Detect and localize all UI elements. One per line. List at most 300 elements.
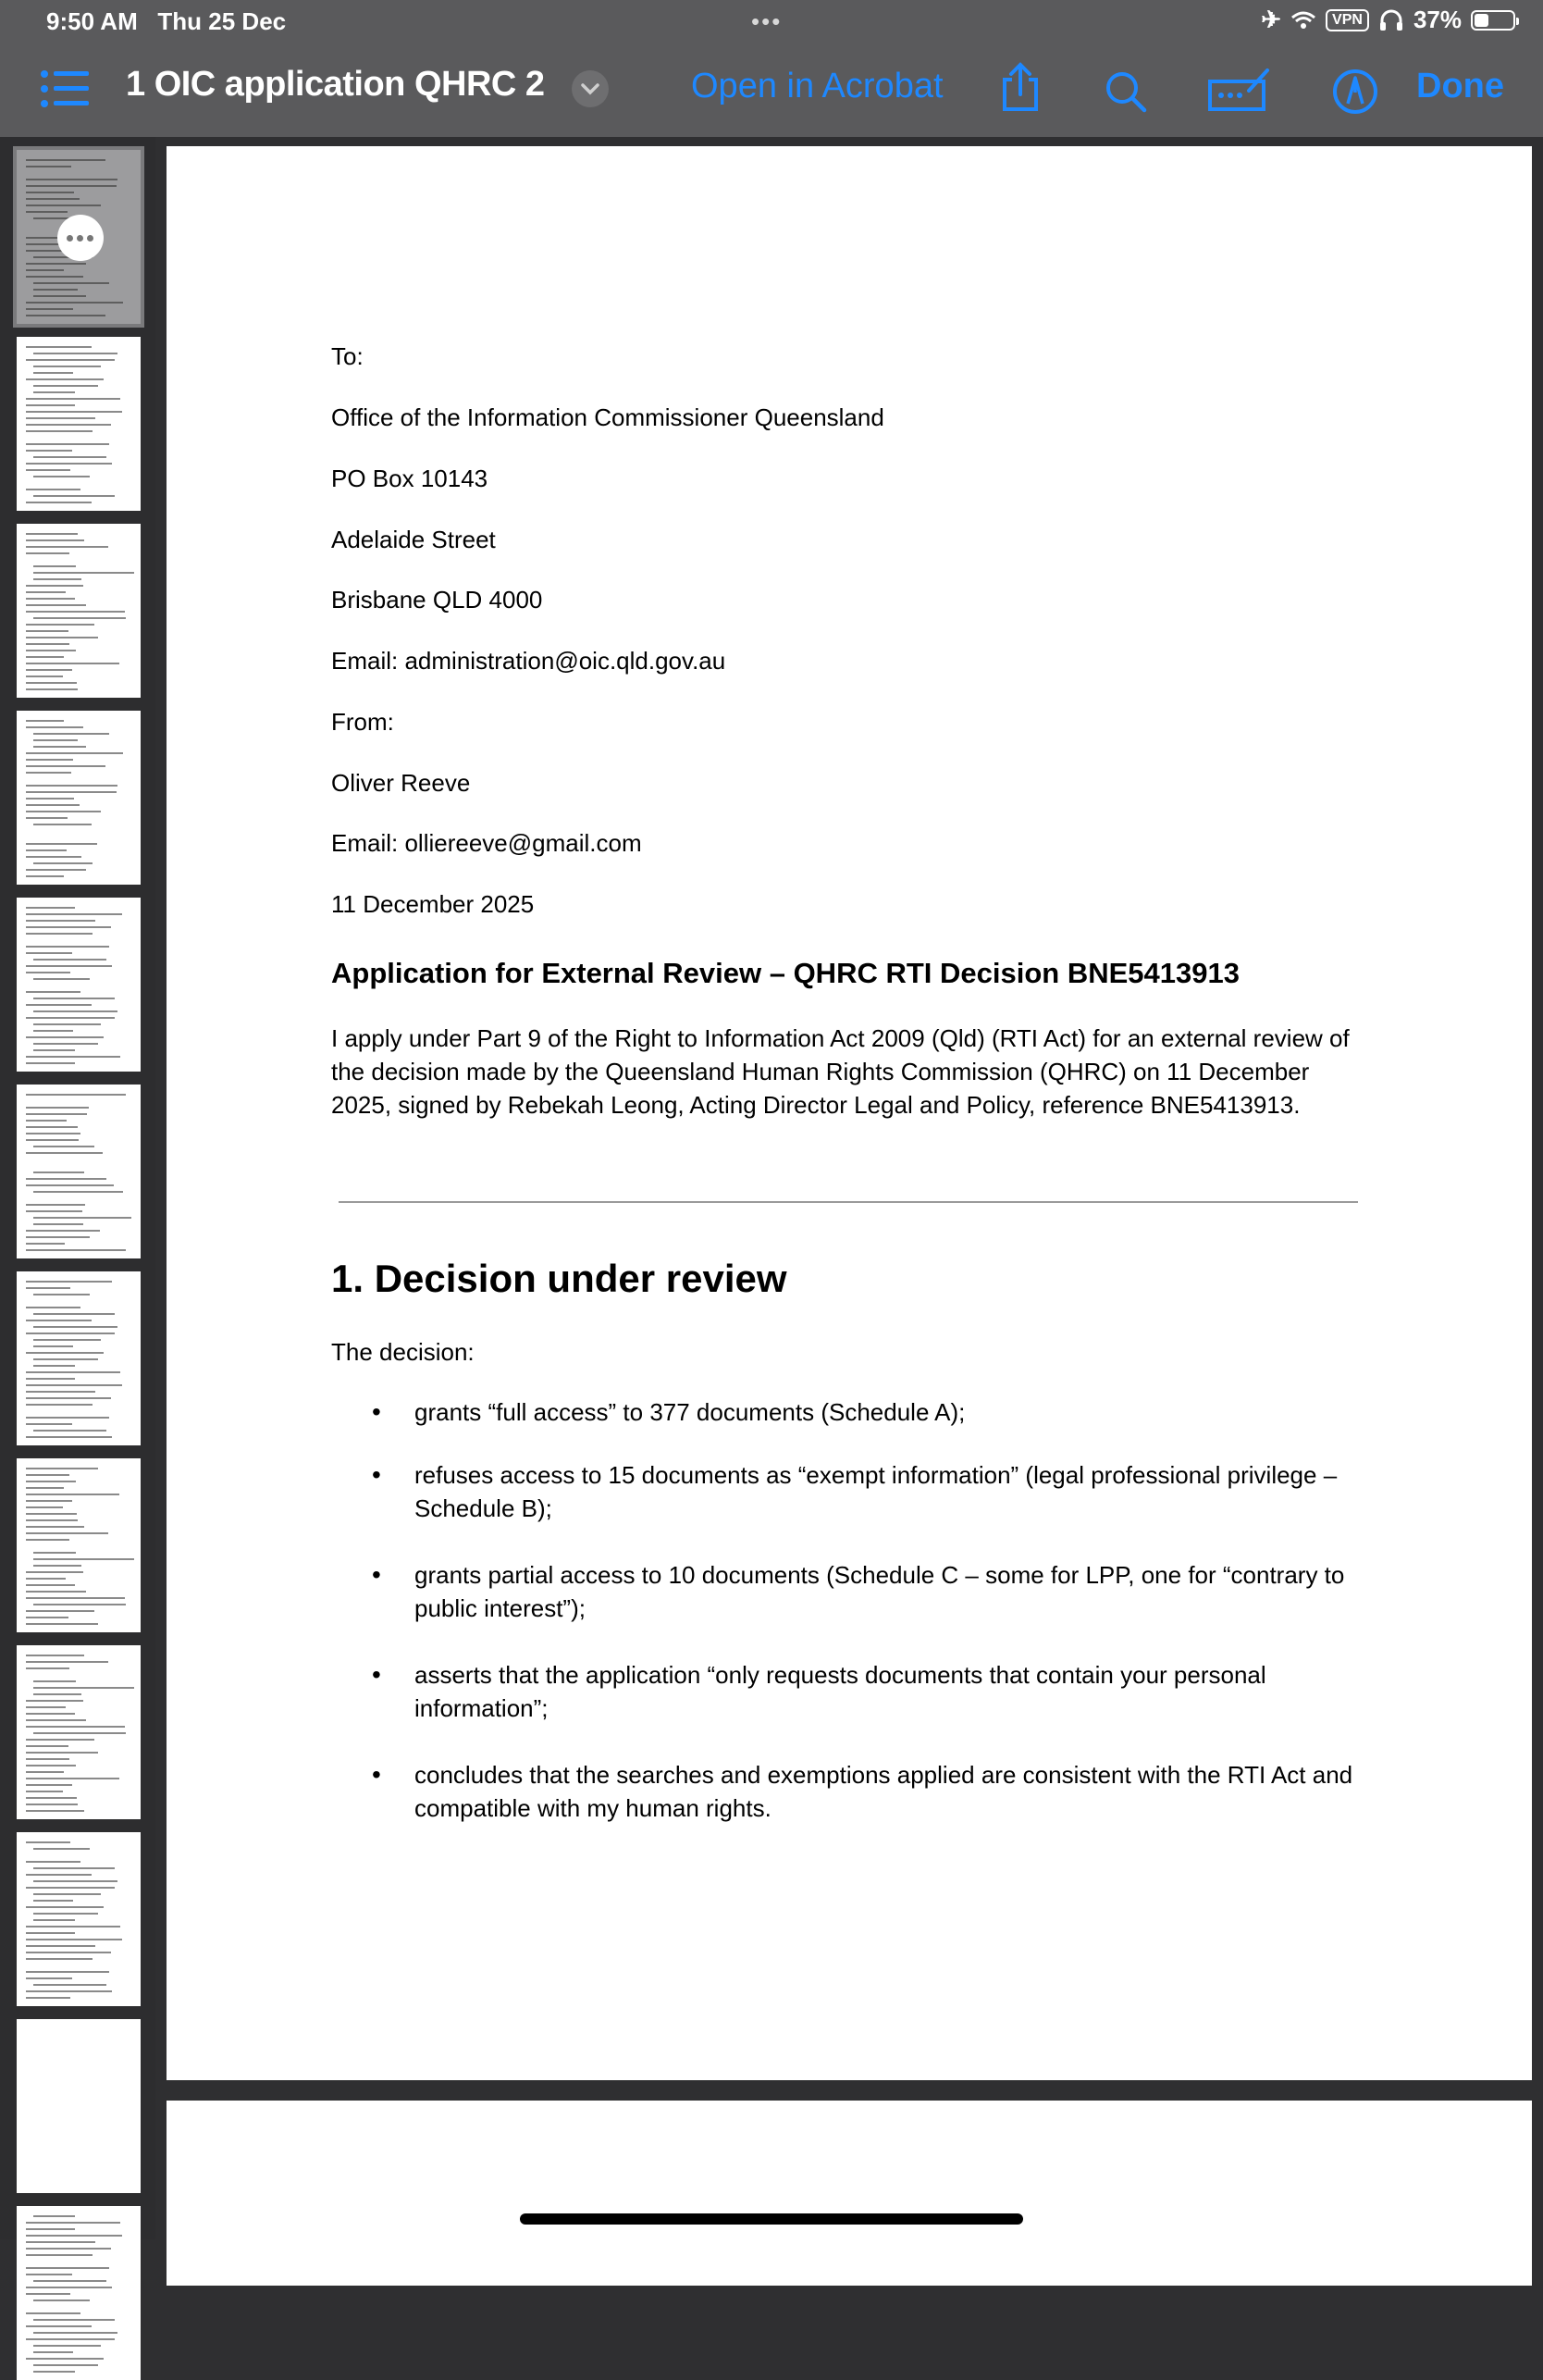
thumbnail-text-line: [33, 1365, 75, 1367]
thumbnail-text-line: [26, 1532, 108, 1534]
thumbnail-text-line: [26, 1391, 95, 1393]
page-thumbnail[interactable]: [17, 2206, 141, 2380]
done-button[interactable]: Done: [1416, 67, 1504, 105]
horizontal-rule: [339, 1201, 1358, 1203]
thumbnail-text-line: [26, 611, 125, 613]
thumbnail-text-line: [33, 1223, 83, 1225]
thumbnail-text-line: [33, 289, 78, 291]
dot: [77, 235, 83, 242]
page-thumbnail[interactable]: [17, 2019, 141, 2193]
thumbnail-text-line: [26, 1468, 98, 1469]
thumbnail-text-line: [26, 308, 73, 310]
thumbnail-text-line: [26, 913, 122, 915]
thumbnail-text-line: [33, 1732, 126, 1734]
thumbnail-text-line: [26, 604, 86, 606]
thumbnail-text-line: [33, 617, 126, 619]
thumbnail-text-line: [26, 539, 84, 541]
thumbnail-text-line: [33, 1919, 75, 1921]
thumbnail-text-line: [26, 1706, 66, 1708]
thumbnail-text-line: [33, 1217, 131, 1219]
thumbnail-text-line: [26, 1126, 78, 1128]
thumbnail-text-line: [26, 1771, 64, 1773]
thumbnail-text-line: [33, 1552, 76, 1554]
thumbnail-text-line: [33, 2351, 73, 2353]
thumbnail-text-line: [26, 752, 123, 754]
thumbnail-text-line: [26, 1287, 70, 1289]
thumbnail-text-line: [26, 637, 98, 638]
thumbnail-text-line: [33, 1030, 73, 1032]
thumbnail-text-line: [26, 1739, 94, 1741]
thumbnail-text-line: [26, 688, 78, 690]
thumbnail-text-line: [26, 1945, 95, 1947]
thumbnail-text-line: [26, 192, 74, 193]
thumbnail-text-line: [33, 1345, 73, 1347]
thumbnail-text-line: [26, 991, 80, 993]
intro-paragraph: I apply under Part 9 of the Right to Information Act 2009 (Qld) (RTI Act) for an external review of the decision made by the Queensland Human Rights Commission (QHRC) on 11 December 2025, signed by Rebekah Leong, Acting Director Legal and Policy, reference BNE5413913.: [331, 1024, 1350, 1119]
thumbnail-text-line: [26, 630, 68, 632]
thumbnail-text-line: [33, 1339, 101, 1341]
page-thumbnail[interactable]: [17, 1645, 141, 1819]
thumbnail-text-line: [26, 1506, 63, 1508]
thumbnail-text-line: [26, 1423, 72, 1425]
thumbnail-text-line: [33, 1913, 98, 1915]
thumbnail-text-line: [33, 372, 73, 374]
thumbnail-text-line: [26, 1113, 87, 1115]
thumbnail-text-line: [26, 1719, 86, 1721]
page-thumbnail[interactable]: [17, 524, 141, 698]
thumbnail-text-line: [33, 1294, 90, 1295]
thumbnail-text-line: [26, 1623, 98, 1625]
thumbnail-text-line: [26, 1952, 111, 1953]
thumbnail-text-line: [26, 1243, 65, 1245]
thumbnail-text-line: [26, 1120, 67, 1122]
page-thumbnail[interactable]: [17, 1271, 141, 1445]
thumbnail-text-line: [26, 965, 112, 967]
headphones-battery-icon: [1378, 9, 1404, 31]
thumbnail-text-line: [26, 1204, 85, 1206]
thumbnail-text-line: [33, 746, 86, 748]
thumbnail-text-line: [26, 1539, 69, 1541]
thumbnail-text-line: [26, 2228, 75, 2230]
thumbnail-text-line: [26, 1765, 76, 1766]
page-thumbnail[interactable]: [17, 1458, 141, 1632]
thumbnail-text-line: [33, 2371, 75, 2373]
thumbnail-text-line: [26, 2293, 70, 2295]
thumbnail-text-line: [26, 450, 72, 452]
thumbnail-text-line: [26, 1320, 92, 1321]
thumbnail-text-line: [26, 1094, 126, 1096]
thumbnail-text-line: [26, 1107, 89, 1109]
status-icons: [1261, 6, 1515, 34]
thumbnail-text-line: [33, 1313, 115, 1315]
list-item: • grants partial access to 10 documents (Schedule C – some for LPP, one for “contrary to public interest”);: [331, 1558, 1367, 1625]
thumbnail-text-line: [26, 2274, 72, 2275]
thumbnail-text-line: [26, 933, 93, 935]
to-label: To:: [331, 342, 364, 370]
thumbnail-text-line: [26, 411, 122, 413]
thumbnail-text-line: [26, 669, 72, 671]
thumbnail-text-line: [26, 179, 117, 180]
document-title[interactable]: 1 OIC application QHRC 2: [126, 65, 545, 104]
thumbnail-text-line: [26, 1971, 109, 1973]
thumbnail-text-line: [26, 843, 97, 845]
thumbnail-text-line: [26, 907, 75, 909]
thumbnail-text-line: [33, 1693, 81, 1695]
thumbnail-text-line: [26, 1578, 66, 1580]
thumbnail-list-icon[interactable]: [41, 68, 89, 109]
thumbnail-text-line: [26, 1939, 122, 1940]
thumbnail-text-line: [26, 1519, 78, 1521]
thumbnail-text-line: [26, 1977, 72, 1979]
thumbnail-text-line: [26, 1487, 64, 1489]
page-thumbnail[interactable]: [17, 150, 141, 324]
thumbnail-text-line: [26, 359, 115, 361]
thumbnail-text-line: [26, 346, 92, 348]
thumbnail-text-line: [33, 295, 86, 297]
thumbnail-text-line: [26, 1133, 80, 1134]
thumbnail-text-line: [33, 2319, 115, 2321]
thumbnail-text-line: [26, 211, 68, 213]
thumbnail-text-line: [26, 1004, 92, 1006]
search-icon[interactable]: [1105, 70, 1147, 113]
vpn-badge: VPN: [1326, 9, 1369, 31]
thumbnail-text-line: [26, 463, 112, 465]
thumbnail-text-line: [26, 443, 109, 445]
thumbnail-text-line: [33, 1565, 81, 1567]
thumbnail-text-line: [33, 578, 81, 580]
thumbnail-text-line: [26, 546, 108, 548]
thumbnail-text-line: [26, 1500, 72, 1502]
thumbnail-text-line: [26, 2287, 112, 2288]
thumbnail-text-line: [26, 759, 73, 761]
thumbnail-text-line: [26, 1661, 108, 1663]
thumbnail-text-line: [26, 1404, 93, 1406]
thumbnail-text-line: [26, 159, 105, 161]
thumbnail-text-line: [33, 998, 115, 999]
thumbnail-text-line: [26, 502, 92, 503]
thumbnail-text-line: [33, 1984, 106, 1986]
thumbnail-text-line: [26, 1667, 69, 1669]
thumbnail-text-line: [33, 476, 90, 477]
thumbnail-text-line: [26, 624, 94, 626]
home-indicator[interactable]: [520, 2213, 1023, 2225]
list-item: • asserts that the application “only requests documents that contain your personal information”;: [331, 1658, 1367, 1725]
thumbnail-text-line: [33, 1848, 90, 1850]
thumbnail-text-line: [33, 495, 115, 497]
thumbnail-text-line: [26, 1378, 75, 1380]
thumbnail-text-line: [26, 489, 80, 490]
thumbnail-text-line: [26, 920, 95, 922]
status-time: 9:50 AM Thu 25 Dec: [46, 7, 287, 35]
thumbnail-text-line: [26, 1526, 84, 1528]
thumbnail-text-line: [26, 1797, 77, 1799]
list-item: • grants “full access” to 377 documents (Schedule A);: [331, 1395, 1367, 1429]
thumbnail-text-line: [26, 946, 109, 948]
application-title: Application for External Review – QHRC RTI Decision BNE5413913: [331, 957, 1240, 989]
list-item: • concludes that the searches and exemptions applied are consistent with the RTI Act and compatible with my human rights.: [331, 1758, 1367, 1825]
page-thumbnail-sidebar: [0, 137, 155, 2239]
thumbnail-text-line: [26, 785, 117, 787]
sender-email: Email: olliereeve@gmail.com: [331, 829, 642, 857]
thumbnail-text-line: [26, 2241, 95, 2243]
page-thumbnail[interactable]: [17, 1832, 141, 2006]
thumbnail-text-line: [26, 1236, 90, 1238]
thumbnail-text-line: [33, 959, 106, 961]
thumbnail-text-line: [33, 1010, 117, 1012]
thumbnail-text-line: [26, 2254, 93, 2256]
thumbnail-text-line: [26, 1591, 86, 1593]
thumbnail-text-line: [26, 1810, 84, 1812]
page-thumbnail[interactable]: [17, 898, 141, 1072]
markup-pen-icon[interactable]: [1332, 68, 1378, 115]
thumbnail-text-line: [26, 849, 67, 851]
section-heading: 1. Decision under review: [331, 1257, 787, 1300]
thumbnail-text-line: [26, 1056, 120, 1058]
thumbnail-text-line: [26, 1436, 112, 1438]
thumbnail-text-line: [26, 205, 101, 206]
thumbnail-text-line: [26, 1990, 112, 1992]
thumbnail-text-line: [26, 424, 111, 426]
thumbnail-text-line: [26, 1584, 75, 1586]
thumbnail-text-line: [33, 353, 117, 354]
thumbnail-text-line: [26, 1752, 98, 1754]
thumbnail-text-line: [26, 811, 101, 812]
thumbnail-text-line: [26, 656, 64, 658]
thumbnail-text-line: [33, 282, 109, 284]
thumbnail-text-line: [26, 1036, 104, 1038]
thumbnail-text-line: [26, 1230, 100, 1232]
thumbnail-text-line: [26, 1139, 79, 1141]
thumbnail-text-line: [26, 1397, 111, 1399]
thumbnail-text-line: [26, 1861, 80, 1863]
multitasking-dots-icon[interactable]: •••: [751, 7, 783, 35]
battery-percent: 37%: [1413, 6, 1462, 33]
thumbnail-text-line: [26, 417, 95, 419]
thumbnail-text-line: [26, 1804, 78, 1805]
thumbnail-text-line: [26, 276, 83, 278]
thumbnail-text-line: [26, 1371, 120, 1373]
thumbnail-text-line: [26, 643, 69, 645]
thumbnail-text-line: [33, 1604, 126, 1605]
thumbnail-text-line: [33, 1430, 106, 1432]
status-date: Thu 25 Dec: [157, 7, 287, 35]
thumbnail-text-line: [26, 726, 83, 728]
thumbnail-text-line: [33, 2345, 101, 2347]
thumbnail-text-line: [26, 2222, 120, 2224]
thumbnail-text-line: [33, 1043, 98, 1045]
dot: [67, 235, 73, 242]
thumbnail-text-line: [26, 663, 119, 664]
thumbnail-text-line: [26, 1700, 83, 1702]
thumbnail-text-line: [26, 1474, 69, 1476]
thumbnail-text-line: [26, 1610, 94, 1612]
list-item: • refuses access to 15 documents as “exempt information” (legal professional privilege – Schedule B);: [331, 1458, 1367, 1525]
thumbnail-text-line: [26, 533, 78, 535]
recipient-street: Adelaide Street: [331, 526, 496, 553]
fill-and-sign-icon[interactable]: [1208, 67, 1271, 113]
thumbnail-text-line: [26, 598, 75, 600]
thumbnail-text-line: [26, 198, 80, 200]
thumbnail-text-line: [26, 676, 63, 677]
thumbnail-text-line: [33, 572, 134, 574]
thumbnail-text-line: [26, 1726, 125, 1728]
thumbnail-text-line: [26, 1249, 126, 1251]
thumbnail-text-line: [26, 1791, 63, 1792]
thumbnail-text-line: [26, 263, 86, 265]
thumbnail-text-line: [26, 1017, 115, 1019]
thumbnail-text-line: [26, 772, 71, 774]
thumbnail-text-line: [26, 166, 71, 167]
thumbnail-text-line: [26, 791, 117, 793]
thumbnail-text-line: [33, 1326, 117, 1328]
thumbnail-text-line: [26, 875, 64, 877]
thumbnail-text-line: [26, 2338, 115, 2340]
thumbnail-text-line: [26, 1906, 104, 1908]
thumbnail-text-line: [26, 585, 83, 587]
thumbnail-text-line: [33, 1900, 73, 1902]
thumbnail-text-line: [33, 1146, 94, 1147]
thumbnail-text-line: [26, 926, 111, 928]
thumbnail-text-line: [33, 1680, 76, 1682]
thumbnail-text-line: [26, 302, 123, 304]
thumbnail-text-line: [26, 1494, 119, 1495]
battery-level-fill: [1475, 14, 1488, 27]
thumbnail-text-line: [33, 978, 90, 980]
wifi-icon: [1290, 10, 1316, 31]
thumbnail-text-line: [26, 1926, 120, 1928]
pdf-page-next: [167, 2101, 1532, 2286]
thumbnail-text-line: [26, 1758, 69, 1760]
thumbnail-text-line: [26, 1307, 80, 1308]
thumbnail-text-line: [33, 456, 106, 458]
thumbnail-text-line: [33, 366, 101, 367]
recipient-city: Brisbane QLD 4000: [331, 586, 543, 614]
thumbnail-text-line: [26, 1617, 68, 1618]
thumbnail-text-line: [33, 385, 98, 387]
thumbnail-text-line: [26, 1841, 70, 1843]
sender-name: Oliver Reeve: [331, 769, 471, 797]
page-thumbnail[interactable]: [17, 1085, 141, 1258]
thumbnail-text-line: [33, 824, 92, 825]
page-thumbnail[interactable]: [17, 337, 141, 511]
thumbnail-text-line: [26, 1887, 115, 1889]
thumbnail-text-line: [26, 430, 93, 432]
thumbnail-text-line: [33, 1893, 101, 1895]
thumbnail-text-line: [33, 1171, 84, 1173]
thumbnail-text-line: [33, 862, 93, 864]
thumbnail-text-line: [26, 1333, 115, 1334]
chevron-down-icon: [572, 70, 609, 107]
thumbnail-text-line: [26, 952, 72, 954]
from-label: From:: [331, 708, 394, 736]
thumbnail-text-line: [26, 2312, 80, 2314]
thumbnail-text-line: [26, 2248, 111, 2250]
open-in-acrobat-button[interactable]: Open in Acrobat: [691, 67, 944, 105]
thumbnail-text-line: [26, 817, 68, 819]
thumbnail-text-line: [33, 1687, 134, 1689]
thumbnail-text-line: [33, 1049, 75, 1051]
dot: [87, 235, 93, 242]
thumbnail-text-line: [26, 1597, 125, 1599]
thumbnail-text-line: [26, 1513, 77, 1515]
title-menu-button[interactable]: [572, 70, 609, 107]
thumbnail-text-line: [26, 2267, 109, 2269]
thumbnail-text-line: [33, 1867, 115, 1869]
thumbnail-text-line: [26, 1958, 93, 1960]
thumbnail-text-line: [33, 2332, 117, 2334]
thumbnail-text-line: [26, 804, 80, 806]
thumbnail-text-line: [33, 2299, 90, 2301]
thumbnail-text-line: [33, 739, 78, 741]
status-bar: [0, 0, 1543, 43]
recipient-org: Office of the Information Commissioner Queensland: [331, 403, 884, 431]
thumbnail-text-line: [26, 1655, 84, 1656]
toolbar: [0, 43, 1543, 137]
thumbnail-text-line: [33, 1023, 101, 1025]
thumbnail-text-line: [26, 404, 75, 406]
thumbnail-text-line: [26, 869, 86, 871]
thumbnail-text-line: [26, 650, 76, 651]
thumbnail-text-line: [26, 1932, 75, 1934]
thumbnail-text-line: [26, 1384, 122, 1386]
thumbnail-text-line: [26, 1997, 70, 1999]
thumbnail-text-line: [26, 1778, 119, 1779]
thumbnail-text-line: [26, 2325, 92, 2327]
section-lead: The decision:: [331, 1338, 475, 1366]
thumbnail-text-line: [33, 2364, 98, 2366]
thumbnail-text-line: [26, 378, 104, 380]
thumbnail-text-line: [33, 2215, 75, 2217]
thumbnail-text-line: [26, 269, 64, 271]
thumbnail-text-line: [26, 972, 70, 973]
decision-bullet-list: [331, 1395, 1367, 1825]
thumbnail-text-line: [26, 765, 105, 767]
thumbnail-text-line: [33, 1358, 98, 1360]
thumbnail-text-line: [33, 1558, 134, 1560]
share-icon[interactable]: [999, 61, 1042, 113]
thumbnail-text-line: [26, 720, 64, 722]
thumbnail-text-line: [33, 733, 109, 735]
thumbnail-text-line: [26, 1184, 114, 1186]
recipient-email: Email: administration@oic.qld.gov.au: [331, 647, 726, 675]
thumbnail-text-line: [33, 391, 75, 393]
thumbnail-text-line: [26, 1152, 103, 1154]
thumbnail-text-line: [26, 2358, 104, 2360]
thumbnail-text-line: [26, 1784, 72, 1786]
thumbnail-text-line: [26, 1713, 75, 1715]
thumbnail-text-line: [26, 469, 70, 471]
pdf-page: [167, 146, 1532, 2080]
thumbnail-text-line: [33, 565, 76, 567]
thumbnail-text-line: [26, 185, 117, 187]
page-options-icon[interactable]: [57, 215, 104, 261]
thumbnail-text-line: [26, 682, 77, 684]
thumbnail-text-line: [26, 1352, 104, 1354]
thumbnail-text-line: [26, 1210, 82, 1212]
page-thumbnail[interactable]: [17, 711, 141, 885]
thumbnail-text-line: [26, 2235, 122, 2237]
thumbnail-text-line: [26, 1417, 109, 1419]
recipient-po-box: PO Box 10143: [331, 465, 488, 492]
thumbnail-text-line: [26, 1571, 83, 1573]
thumbnail-text-line: [26, 1874, 92, 1876]
thumbnail-text-line: [26, 1178, 106, 1180]
thumbnail-text-line: [26, 1062, 75, 1064]
airplane-mode-icon: ✈: [1261, 6, 1282, 33]
thumbnail-text-line: [33, 2280, 106, 2282]
letter-date: 11 December 2025: [331, 890, 535, 918]
thumbnail-text-line: [26, 1281, 112, 1283]
